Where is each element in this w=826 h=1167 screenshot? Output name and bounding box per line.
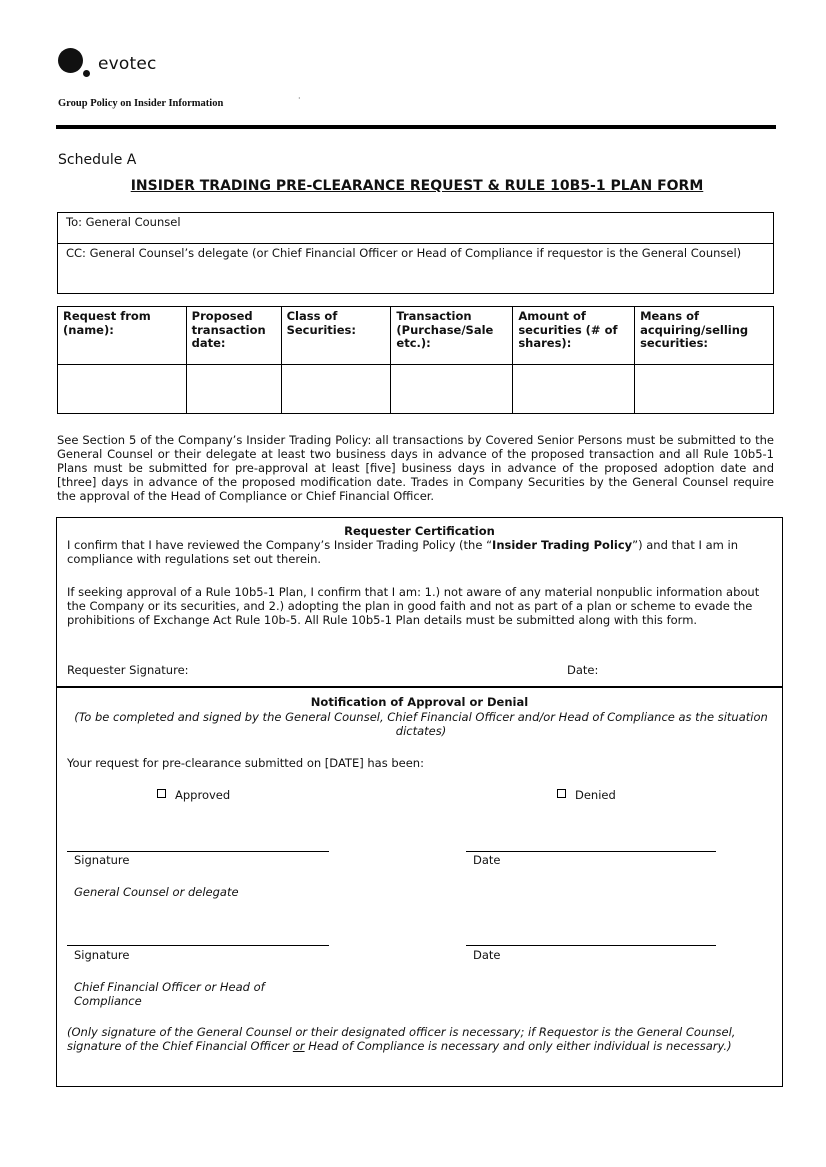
request-table <box>57 306 774 414</box>
logo-circle-icon <box>58 48 83 73</box>
signer-title-1: General Counsel or delegate <box>74 885 239 899</box>
notification-box <box>56 687 783 1087</box>
table-header-row <box>58 307 774 365</box>
signer-title-2: Chief Financial Officer or Head of Compliance <box>74 980 265 1008</box>
denied-label: Denied <box>575 788 616 802</box>
header-means: Means of acquiring/selling securities: <box>635 307 774 365</box>
table-row <box>58 365 774 414</box>
header-class-of-securities: Class of Securities: <box>281 307 391 365</box>
logo-dot-icon <box>83 70 90 77</box>
certification-para-1 <box>67 538 779 566</box>
signature-line-1[interactable] <box>67 851 329 852</box>
signature-footnote <box>67 1025 772 1053</box>
date-line-2[interactable] <box>466 945 716 946</box>
header-amount: Amount of securities (# of shares): <box>513 307 635 365</box>
cell-class-of-securities[interactable] <box>281 365 391 414</box>
header-request-from: Request from (name): <box>58 307 187 365</box>
recipients-box <box>57 212 774 294</box>
approved-option[interactable] <box>157 788 230 802</box>
signature-label-2: Signature <box>74 948 130 962</box>
header-divider <box>56 125 776 129</box>
policy-note: See Section 5 of the Company’s Insider Trading Policy: all transactions by Covered Senior Persons must be submitted to the General Counsel or their delegate at least two business days in advance of the proposed transaction and all Rule 10b5-1 Plans must be submitted for pre-approval at least [five] business days in advance of the proposed adoption date and [three] days in advance of the proposed modification date. Trades in Company Securities by the General Counsel require the approval of the Head of Compliance or Chief Financial Officer. <box>57 433 774 503</box>
date-label-1: Date <box>473 853 501 867</box>
header-proposed-date: Proposed transaction date: <box>186 307 281 365</box>
cell-request-from[interactable] <box>58 365 187 414</box>
policy-title: Group Policy on Insider Information <box>58 98 224 109</box>
signature-label-1: Signature <box>74 853 130 867</box>
approved-checkbox[interactable] <box>157 789 166 798</box>
certification-title: Requester Certification <box>344 524 495 538</box>
request-status-line: Your request for pre-clearance submitted on [DATE] has been: <box>67 756 424 770</box>
header-mark: · <box>298 94 301 103</box>
requester-date-label: Date: <box>567 663 599 677</box>
cell-transaction[interactable] <box>391 365 513 414</box>
certification-text: ”) and that I am in compliance with regulations set out therein. <box>67 538 738 566</box>
requester-signature-label: Requester Signature: <box>67 663 189 677</box>
cell-amount[interactable] <box>513 365 635 414</box>
schedule-label: Schedule A <box>58 152 137 168</box>
cell-means[interactable] <box>635 365 774 414</box>
certification-text: I confirm that I have reviewed the Company’s Insider Trading Policy (the “ <box>67 538 493 552</box>
cell-proposed-date[interactable] <box>186 365 281 414</box>
brand-logo-text: evotec <box>98 54 157 74</box>
certification-box <box>56 517 783 687</box>
header-transaction: Transaction (Purchase/Sale etc.): <box>391 307 513 365</box>
footnote-text: Head of Compliance is necessary and only either individual is necessary.) <box>304 1039 732 1053</box>
denied-checkbox[interactable] <box>557 789 566 798</box>
to-line: To: General Counsel <box>58 213 773 244</box>
certification-para-2: If seeking approval of a Rule 10b5-1 Plan, I confirm that I am: 1.) not aware of any material nonpublic information about the Company or its securities, and 2.) adopting the plan in good faith and not as part of a plan or scheme to evade the prohibitions of Exchange Act Rule 10b-5. All Rule 10b5-1 Plan details must be submitted along with this form. <box>67 585 760 627</box>
cc-line: CC: General Counsel’s delegate (or Chief Financial Officer or Head of Compliance if requestor is the General Counsel) <box>66 246 742 260</box>
certification-bold: Insider Trading Policy <box>492 538 633 552</box>
footnote-or: or <box>292 1039 305 1053</box>
denied-option[interactable] <box>557 788 616 802</box>
footnote-text: (Only signature of the General Counsel or their designated officer is necessary; if Requestor is the General Counsel, signature of the Chief Financial Officer <box>67 1025 736 1053</box>
signature-line-2[interactable] <box>67 945 329 946</box>
date-label-2: Date <box>473 948 501 962</box>
notification-subtitle: (To be completed and signed by the General Counsel, Chief Financial Officer and/or Head of Compliance as the situation dictates) <box>74 710 768 738</box>
notification-title: Notification of Approval or Denial <box>310 695 529 709</box>
form-title: INSIDER TRADING PRE-CLEARANCE REQUEST & RULE 10B5-1 PLAN FORM <box>130 178 704 194</box>
approved-label: Approved <box>175 788 231 802</box>
date-line-1[interactable] <box>466 851 716 852</box>
